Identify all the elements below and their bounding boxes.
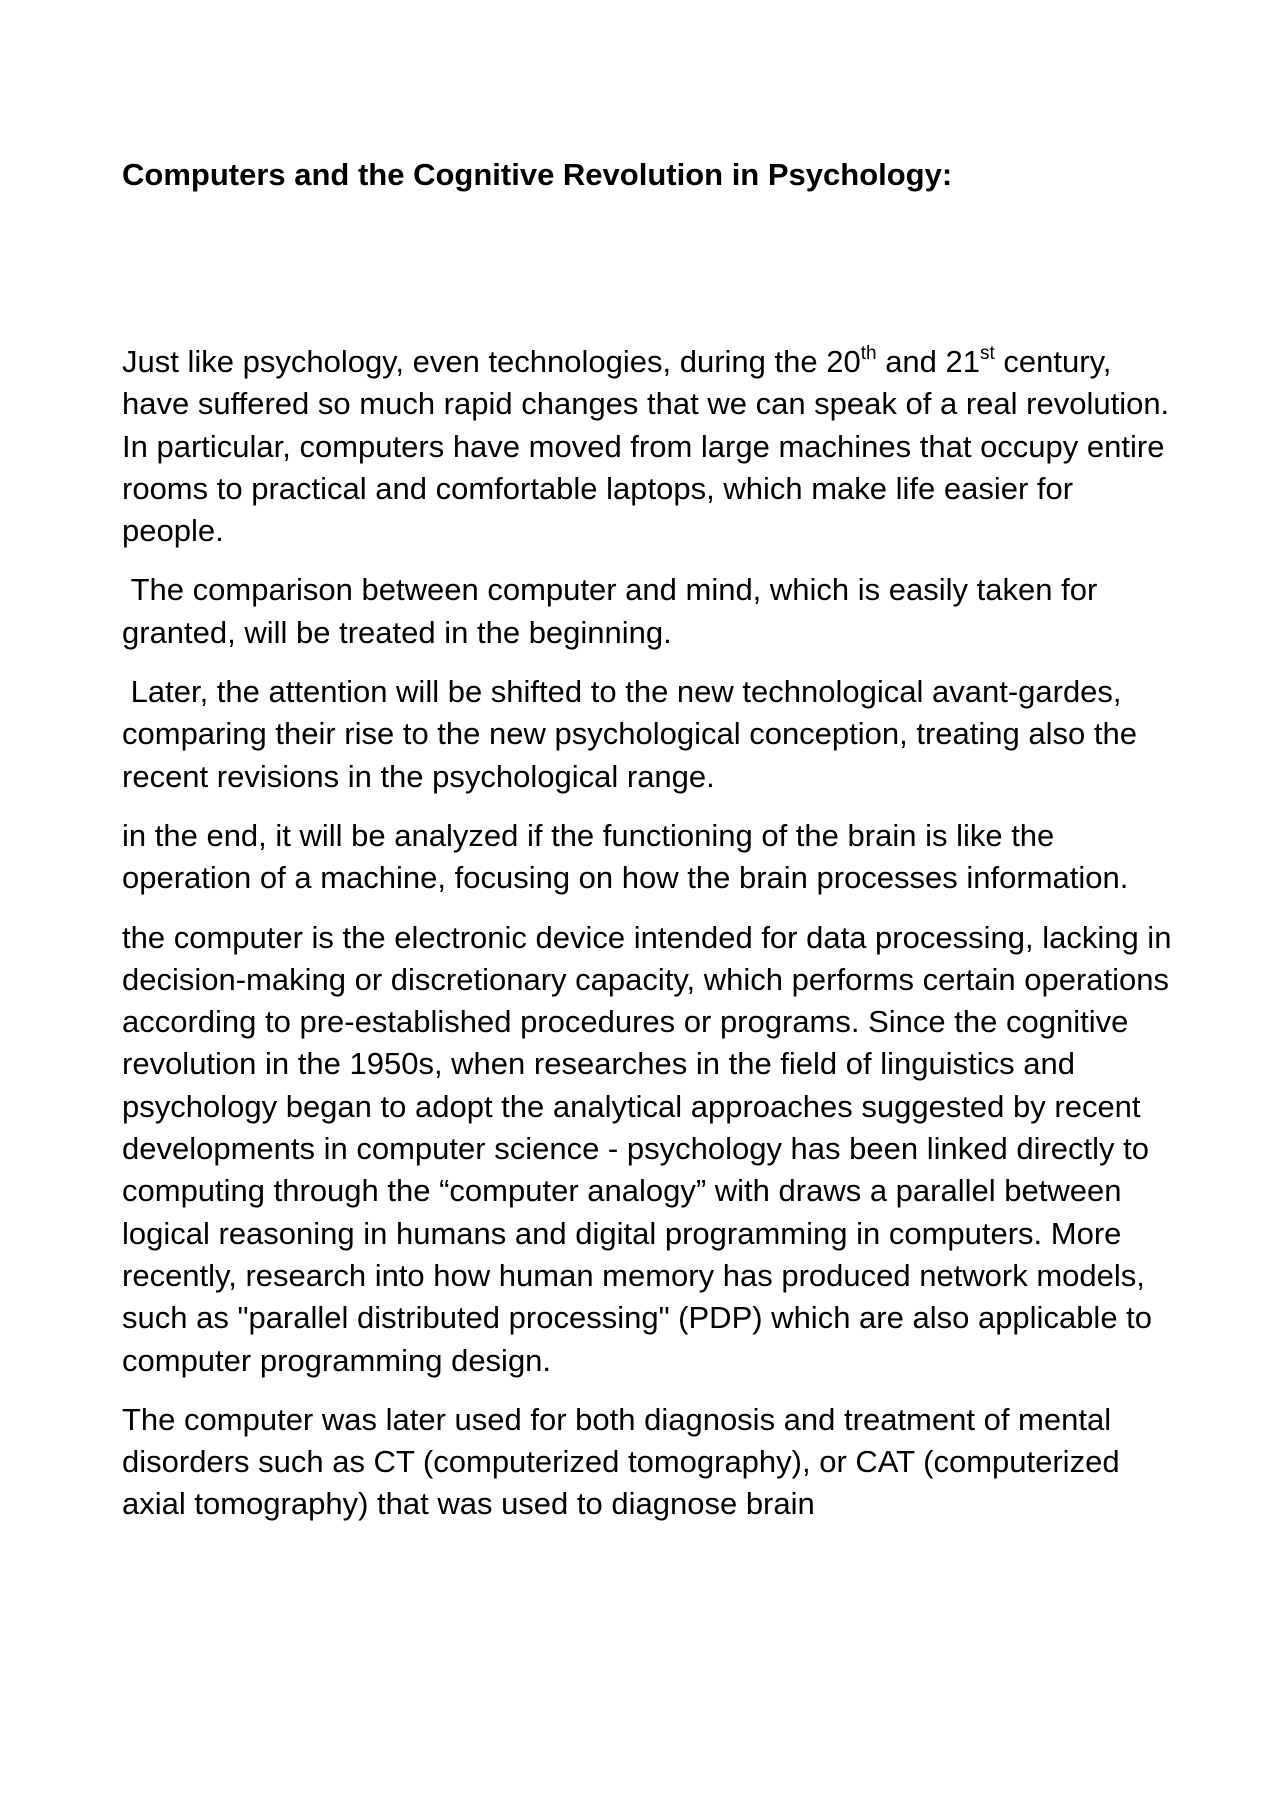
document-body — [122, 341, 1172, 1543]
paragraph-1 — [122, 341, 1172, 426]
paragraph-6: the computer is the electronic device intended for data processing, lacking in decision-making or discretionary capacity, which performs certain operations according to pre-established procedures or programs. Since the cognitive revolution in the 1950s, when researches in the field of linguistics and psychology began to adopt the analytical approaches suggested by recent developments in computer science - psychology has been linked directly to computing through the “computer analogy” with draws a parallel between logical reasoning in humans and digital programming in computers. More recently, research into how human memory has produced network models, such as "parallel distributed processing" (PDP) which are also applicable to computer programming design. — [122, 919, 1172, 1378]
paragraph-4: Later, the attention will be shifted to the new technological avant-gardes, comparing their rise to the new psychological conception, treating also the recent revisions in the psychological range. — [122, 674, 1146, 794]
superscript-th: th — [860, 343, 877, 364]
document-title: Computers and the Cognitive Revolution in Psychology: — [122, 157, 953, 192]
paragraph-7: The computer was later used for both diagnosis and treatment of mental disorders such as CT (computerized tomography), or CAT (computerized axial tomography) that was used to diagnose brain — [122, 1401, 1120, 1522]
superscript-st: st — [980, 343, 995, 364]
paragraph-3: The comparison between computer and mind, which is easily taken for granted, will be treated in the beginning. — [122, 572, 1106, 650]
paragraph-5: in the end, it will be analyzed if the functioning of the brain is like the operation of a machine, focusing on how the brain processes information. — [122, 817, 1129, 896]
paragraph-1-text-b: and 21 — [876, 344, 981, 379]
paragraph-1-text-a: Just like psychology, even technologies, during the 20 — [122, 344, 861, 379]
paragraph-1-text-c: century, have suffered so much rapid changes that we can speak of a real revolution. — [122, 344, 1170, 422]
paragraph-2: In particular, computers have moved from large machines that occupy entire rooms to practical and comfortable laptops, which make life easier for people. — [122, 428, 1165, 549]
